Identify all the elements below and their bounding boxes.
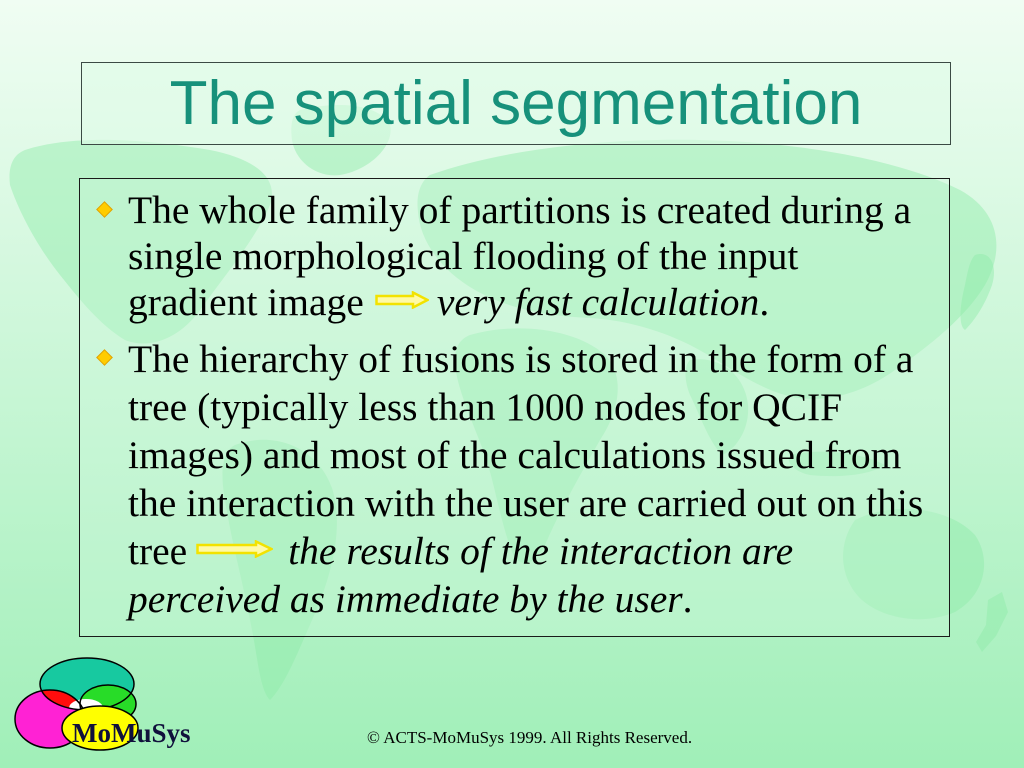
bullet-line — [128, 187, 949, 233]
copyright-footer: © ACTS-MoMuSys 1999. All Rights Reserved. — [367, 728, 693, 747]
bullet-text: single morphological flooding of the input — [128, 234, 799, 278]
bullet-item — [80, 335, 949, 623]
bullet-text: tree (typically less than 1000 nodes for QCIF — [128, 385, 843, 429]
bullet-text: images) and most of the calculations issued from — [128, 433, 902, 477]
bullet-line — [128, 383, 949, 431]
bullet-text: . — [682, 577, 693, 621]
bullet-line — [128, 431, 949, 479]
bullet-text: the interaction with the user are carried out on this — [128, 481, 924, 525]
bullet-line — [128, 527, 949, 575]
bullet-text: tree — [128, 529, 188, 573]
bullet-line — [128, 575, 949, 623]
arrow-right-icon — [196, 540, 273, 558]
bullet-text: The hierarchy of fusions is stored in the form of a — [128, 337, 914, 381]
content-box — [79, 178, 950, 637]
slide-title: The spatial segmentation — [169, 69, 863, 138]
arrow-right-icon — [375, 291, 429, 309]
bullet-line — [128, 335, 949, 383]
diamond-bullet-icon — [96, 349, 113, 366]
logo-text: MoMuSys — [72, 718, 191, 748]
bullet-text: gradient image — [128, 280, 364, 324]
bullet-line — [128, 279, 949, 325]
bullet-text: The whole family of partitions is created during a — [128, 188, 912, 232]
diamond-bullet-icon — [96, 201, 113, 218]
bullet-line — [128, 479, 949, 527]
emphasis-text: perceived as immediate by the user — [128, 577, 683, 621]
emphasis-text: very fast calculation — [436, 280, 760, 324]
bullet-line — [128, 233, 949, 279]
bullet-item — [80, 187, 949, 325]
title-box — [81, 62, 951, 145]
emphasis-text: the results of the interaction are — [288, 529, 794, 573]
bullet-text: . — [759, 280, 770, 324]
